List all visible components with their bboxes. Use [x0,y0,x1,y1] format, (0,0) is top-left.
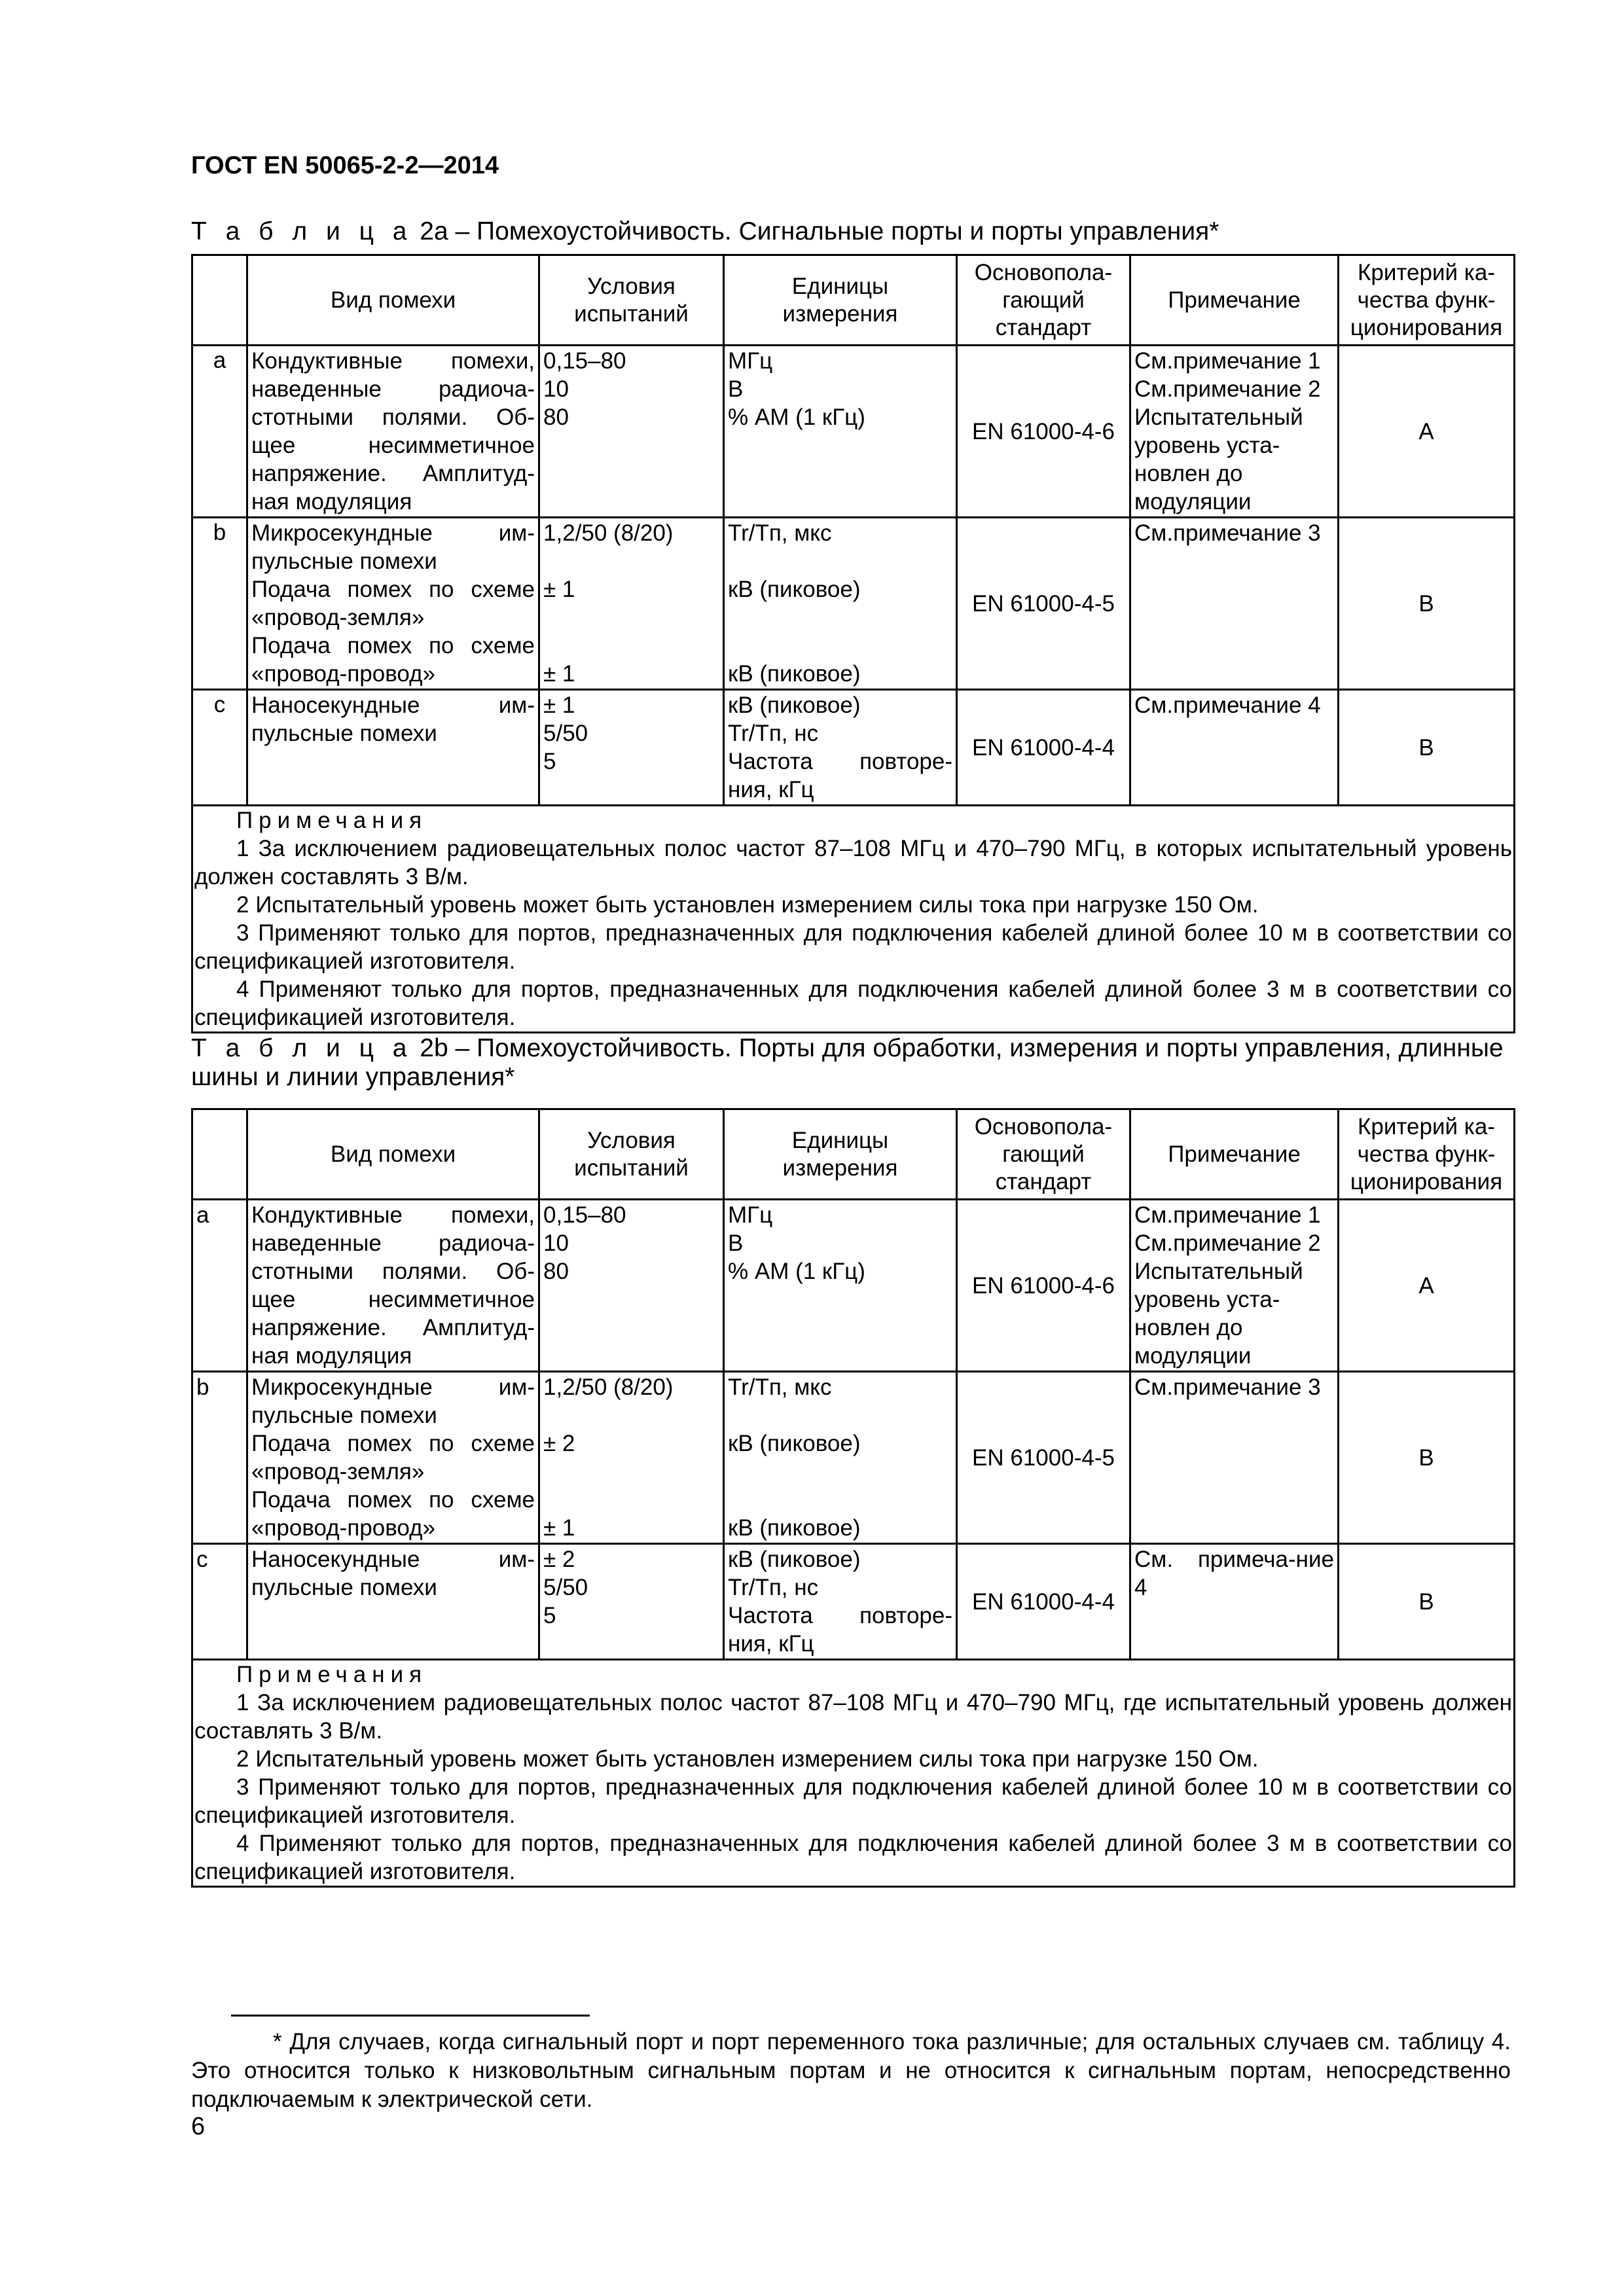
header-type: Вид помехи [247,1109,539,1200]
cell-conditions: ± 2 5/50 5 [539,1544,724,1660]
cell-criterion: A [1339,1200,1515,1372]
cell-type: Микросекундные им- пульсные помехи Подача помех по схеме «провод-земля» Подача помех по схеме «провод-провод» [247,1372,539,1544]
table-header-row [192,255,1515,346]
note-3: 3 Применяют только для портов, предназначенных для подключения кабелей длиной более 10 м в соответствии со спецификацией изготовителя. [194,1774,1512,1828]
cell-note: См.примечание 1 См.примечание 2 Испытательный уровень уста- новлен до модуляции [1130,1200,1339,1372]
table-row [192,1544,1515,1660]
header-standard: Основопола- гающий стандарт [957,1109,1130,1200]
header-cell-empty [192,1109,247,1200]
row-id: b [192,1372,247,1544]
header-criterion: Критерий ка- чества функ- ционирования [1339,255,1515,346]
table-row [192,346,1515,518]
table-2a [191,254,1515,1033]
footnote-divider [231,2015,590,2017]
document-header: ГОСТ EN 50065-2-2—2014 [191,152,499,179]
cell-standard: EN 61000-4-5 [957,518,1130,690]
cell-type: Наносекундные им- пульсные помехи [247,1544,539,1660]
header-criterion: Критерий ка- чества функ- ционирования [1339,1109,1515,1200]
row-id: a [192,346,247,518]
cell-type: Кондуктивные помехи, наведенные радиоча- стотными полями. Об- щее несимметичное напряжение. Амплитуд- ная модуляция [247,1200,539,1372]
cell-type: Кондуктивные помехи, наведенные радиоча- стотными полями. Об- щее несимметичное напряжение. Амплитуд- ная модуляция [247,346,539,518]
table-row [192,518,1515,690]
cell-units: МГц В % АМ (1 кГц) [724,346,957,518]
cell-units: МГц В % АМ (1 кГц) [724,1200,957,1372]
header-cell-empty [192,255,247,346]
row-id: a [192,1200,247,1372]
table-notes [192,1660,1515,1887]
row-id: c [192,1544,247,1660]
note-1: 1 За исключением радиовещательных полос частот 87–108 МГц и 470–790 МГц, где испытательный уровень должен составлять 3 В/м. [194,1690,1512,1744]
cell-conditions: 1,2/50 (8/20) ± 2 ± 1 [539,1372,724,1544]
cell-note: См.примечание 1 См.примечание 2 Испытательный уровень уста- новлен до модуляции [1130,346,1339,518]
table-row [192,1372,1515,1544]
cell-criterion: B [1339,690,1515,806]
caption-text: – Помехоустойчивость. Сигнальные порты и порты управления* [448,217,1219,245]
cell-units: кВ (пиковое) Tr/Tп, нс Частота повторе- ния, кГц [724,690,957,806]
table-row [192,690,1515,806]
cell-note: См.примечание 4 [1130,690,1339,806]
notes-row [192,806,1515,1033]
caption-id: 2b [420,1034,448,1062]
cell-standard: EN 61000-4-6 [957,346,1130,518]
caption-text: – Помехоустойчивость. Порты для обработки, измерения и порты управления, длинные шины и линии управления* [191,1034,1504,1091]
cell-standard: EN 61000-4-5 [957,1372,1130,1544]
header-units: Единицы измерения [724,255,957,346]
notes-title: Примечания [236,808,428,833]
table-2a-caption [191,217,1511,246]
cell-standard: EN 61000-4-4 [957,1544,1130,1660]
cell-conditions: 1,2/50 (8/20) ± 1 ± 1 [539,518,724,690]
cell-type: Наносекундные им- пульсные помехи [247,690,539,806]
header-note: Примечание [1130,1109,1339,1200]
cell-standard: EN 61000-4-4 [957,690,1130,806]
cell-type: Микросекундные им- пульсные помехи Подача помех по схеме «провод-земля» Подача помех по схеме «провод-провод» [247,518,539,690]
cell-standard: EN 61000-4-6 [957,1200,1130,1372]
cell-conditions: 0,15–80 10 80 [539,346,724,518]
note-2: 2 Испытательный уровень может быть установлен измерением силы тока при нагрузке 150 Ом. [236,1746,1259,1772]
notes-row [192,1660,1515,1887]
footnote [191,2028,1511,2114]
cell-units: кВ (пиковое) Tr/Tп, нс Частота повторе- ния, кГц [724,1544,957,1660]
cell-note: См. примеча-ние 4 [1130,1544,1339,1660]
cell-criterion: B [1339,518,1515,690]
caption-prefix: Т а б л и ц а [191,1034,413,1062]
cell-units: Tr/Tп, мкс кВ (пиковое) кВ (пиковое) [724,518,957,690]
header-units: Единицы измерения [724,1109,957,1200]
cell-conditions: 0,15–80 10 80 [539,1200,724,1372]
table-2b-caption [191,1034,1511,1092]
table-row [192,1200,1515,1372]
note-4: 4 Применяют только для портов, предназначенных для подключения кабелей длиной более 3 м в соответствии со спецификацией изготовителя. [194,1831,1512,1884]
footnote-text: * Для случаев, когда сигнальный порт и порт переменного тока различные; для остальных случаев см. таблицу 4. Это относится только к низковольтным сигнальным портам и не относится к сигнальным портам, непосредственно подключаемым к электрической сети. [191,2029,1511,2112]
page-number: 6 [191,2113,206,2140]
cell-criterion: B [1339,1372,1515,1544]
row-id: c [192,690,247,806]
header-note: Примечание [1130,255,1339,346]
note-4: 4 Применяют только для портов, предназначенных для подключения кабелей длиной более 3 м в соответствии со спецификацией изготовителя. [194,977,1512,1030]
cell-criterion: B [1339,1544,1515,1660]
table-2b [191,1108,1515,1888]
header-standard: Основопола- гающий стандарт [957,255,1130,346]
cell-conditions: ± 1 5/50 5 [539,690,724,806]
cell-note: См.примечание 3 [1130,1372,1339,1544]
table-notes [192,806,1515,1033]
cell-criterion: A [1339,346,1515,518]
note-2: 2 Испытательный уровень может быть установлен измерением силы тока при нагрузке 150 Ом. [236,892,1259,918]
table-header-row [192,1109,1515,1200]
notes-title: Примечания [236,1662,428,1687]
header-type: Вид помехи [247,255,539,346]
cell-units: Tr/Tп, мкс кВ (пиковое) кВ (пиковое) [724,1372,957,1544]
row-id: b [192,518,247,690]
header-conditions: Условия испытаний [539,255,724,346]
header-conditions: Условия испытаний [539,1109,724,1200]
cell-note: См.примечание 3 [1130,518,1339,690]
note-3: 3 Применяют только для портов, предназначенных для подключения кабелей длиной более 10 м в соответствии со спецификацией изготовителя. [194,920,1512,974]
caption-prefix: Т а б л и ц а [191,217,413,245]
caption-id: 2a [420,217,448,245]
note-1: 1 За исключением радиовещательных полос частот 87–108 МГц и 470–790 МГц, в которых испытательный уровень должен составлять 3 В/м. [194,836,1512,889]
